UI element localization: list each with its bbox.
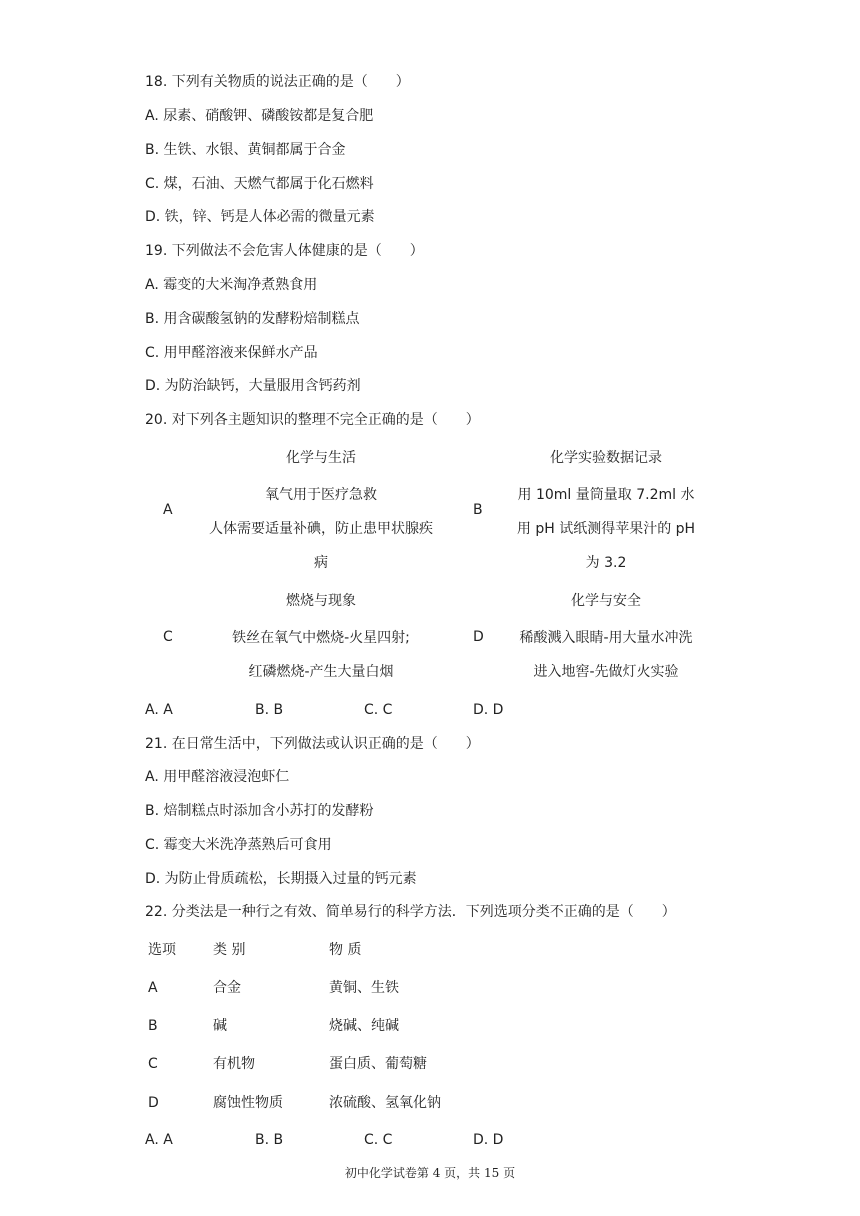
q20-cell-b-line2: 用 pH 试纸测得苹果汁的 pH [516,521,696,537]
q20-cell-c-title: 燃烧与现象 [286,593,356,609]
q19-option-d: D. 为防治缺钙，大量服用含钙药剂 [145,378,361,394]
q20-cell-b-line3: 为 3.2 [585,555,627,571]
q20-answer-c: C. C [364,702,393,718]
q20-cell-d-title: 化学与安全 [571,593,641,609]
q19-option-a: A. 霉变的大米淘净煮熟食用 [145,277,318,293]
q22-answer-b: B. B [255,1132,284,1148]
question-18-stem: 18. 下列有关物质的说法正确的是（ ） [145,74,410,90]
q20-answer-d: D. D [473,702,504,718]
q20-cell-b-line1: 用 10ml 量筒量取 7.2ml 水 [517,487,695,503]
q22-row-c-option: C [148,1056,158,1072]
q22-answer-a: A. A [145,1132,173,1148]
q20-cell-c-line2: 红磷燃烧-产生大量白烟 [248,664,394,680]
q22-answer-c: C. C [364,1132,393,1148]
q19-option-c: C. 用甲醛溶液来保鲜水产品 [145,345,318,361]
q19-option-b: B. 用含碳酸氢钠的发酵粉焙制糕点 [145,311,360,327]
q22-answer-d: D. D [473,1132,504,1148]
q20-cell-d-line2: 进入地窖-先做灯火实验 [533,664,679,680]
question-22-stem: 22. 分类法是一种行之有效、简单易行的科学方法．下列选项分类不正确的是（ ） [145,904,676,920]
q18-option-d: D. 铁，锌、钙是人体必需的微量元素 [145,209,375,225]
q22-row-b-category: 碱 [213,1018,227,1034]
q20-cell-c-letter: C [163,629,173,645]
question-21-stem: 21. 在日常生活中，下列做法或认识正确的是（ ） [145,736,480,752]
q21-option-d: D. 为防止骨质疏松，长期摄入过量的钙元素 [145,871,417,887]
q20-cell-a-line2: 人体需要适量补碘，防止患甲状腺疾 [209,521,433,537]
q20-answer-a: A. A [145,702,173,718]
q22-row-a-option: A [148,980,158,996]
q20-cell-d-letter: D [473,629,484,645]
page-footer: 初中化学试卷第 4 页，共 15 页 [344,1166,516,1180]
q20-cell-a-title: 化学与生活 [286,450,356,466]
q20-cell-c-line1: 铁丝在氧气中燃烧-火星四射; [232,630,410,646]
q22-row-b-option: B [148,1018,158,1034]
q22-row-d-substance: 浓硫酸、氢氧化钠 [329,1095,441,1111]
q21-option-c: C. 霉变大米洗净蒸熟后可食用 [145,837,332,853]
question-19-stem: 19. 下列做法不会危害人体健康的是（ ） [145,243,424,259]
q21-option-b: B. 焙制糕点时添加含小苏打的发酵粉 [145,803,374,819]
q20-cell-a-letter: A [163,502,173,518]
q22-row-d-category: 腐蚀性物质 [213,1095,283,1111]
q22-header-category: 类 别 [213,942,246,958]
q22-header-option: 选项 [148,942,176,958]
q18-option-b: B. 生铁、水银、黄铜都属于合金 [145,142,346,158]
q20-cell-b-letter: B [473,502,483,518]
q22-row-c-category: 有机物 [213,1056,255,1072]
q22-header-substance: 物 质 [329,942,362,958]
q20-cell-d-line1: 稀酸溅入眼睛-用大量水冲洗 [519,630,693,646]
q22-row-a-substance: 黄铜、生铁 [329,980,399,996]
q21-option-a: A. 用甲醛溶液浸泡虾仁 [145,769,290,785]
q22-row-a-category: 合金 [213,980,241,996]
q22-row-c-substance: 蛋白质、葡萄糖 [329,1056,427,1072]
q22-row-d-option: D [148,1095,159,1111]
question-20-stem: 20. 对下列各主题知识的整理不完全正确的是（ ） [145,412,480,428]
q20-cell-a-line1: 氧气用于医疗急救 [265,487,377,503]
q20-cell-a-line3: 病 [314,555,328,571]
q20-answer-b: B. B [255,702,284,718]
q18-option-a: A. 尿素、硝酸钾、磷酸铵都是复合肥 [145,108,374,124]
q22-row-b-substance: 烧碱、纯碱 [329,1018,399,1034]
q18-option-c: C. 煤，石油、天燃气都属于化石燃料 [145,176,374,192]
q20-cell-b-title: 化学实验数据记录 [550,450,662,466]
